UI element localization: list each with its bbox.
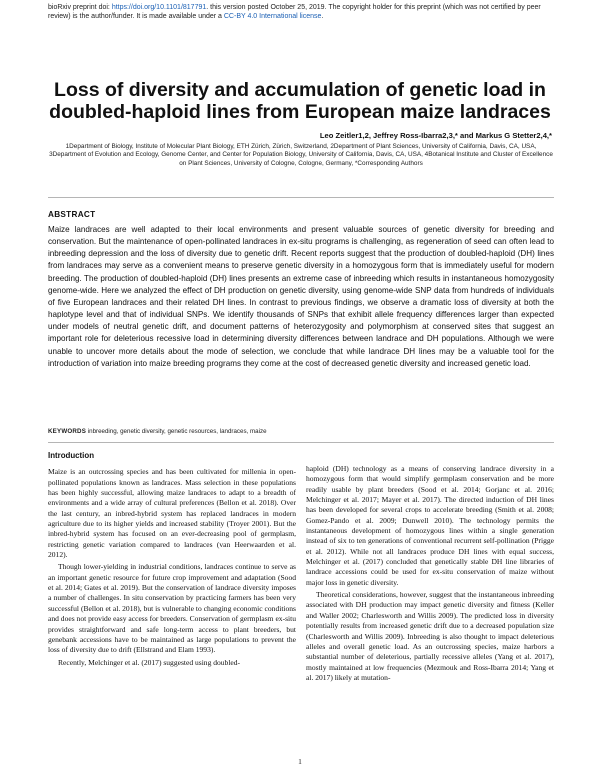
divider-mid: [48, 442, 554, 443]
left-column: [48, 451, 296, 668]
section-heading-introduction: Introduction: [48, 451, 95, 460]
paragraph: Maize is an outcrossing species and has been cultivated for millenia in open-pollinated populations known as landraces. Mass selection in these populations has been highly successful, allowing maize landraces to adapt to a breadth of environments and a wide array of cultural preferences (Bellon et al. 2018). Over the last century, an inbred-hybrid system has replaced landraces in modern agriculture due to its higher yields and increased stability (Troyer 2001). But the inbred-hybrid system has focused on an ever-decreasing pool of germplasm, restricting genetic variation compared to landraces (van Heerwaarden et al. 2012).: [48, 467, 296, 560]
divider-top: [48, 197, 554, 198]
abstract-text: Maize landraces are well adapted to their local environments and present valuable sources of genetic diversity for breeding and conservation. But the maintenance of open-pollinated landraces in ex-situ programs is challenging, as regeneration of seed can often lead to inbreeding depression and the loss of diversity due to genetic drift. Recent reports suggest that the production of doubled-haploid (DH) lines from landraces may serve as a convenient means to preserve genetic diversity in a homozygous form that is immediately useful for modern breeding. The production of doubled-haploid (DH) lines presents an extreme case of inbreeding which results in instantaneous homozygosity genome-wide. Here we analyzed the effect of DH production on genetic diversity, using genome-wide SNP data from hundreds of individuals of five European landraces and their related DH lines. In contrast to previous findings, we observe a dramatic loss of diversity at both the haplotype level and that of individual SNPs. We identify thousands of SNPs that exhibit allele frequency differences larger than expected under models of neutral genetic drift, and document patterns of heterozygosity and polymorphism at conserved sites that suggest an important role for deleterious recessive load in determining diversity differences between landrace and DH populations. Although we were unable to uncover more details about the mode of selection, we conclude that while landrace DH lines may be a valuable tool for the introduction of variation into maize breeding programs they come at the cost of decreased genetic diversity and increased genetic load.: [48, 225, 554, 368]
preprint-notice: [48, 3, 554, 21]
notice-body: . this version posted October 25, 2019. The copyright holder for this preprint (which was not certified by peer review) is the author/funder. It is made available under a: [48, 4, 541, 20]
notice-end: .: [321, 13, 324, 20]
notice-prefix: bioRxiv preprint doi:: [48, 4, 112, 11]
abstract-heading: ABSTRACT: [48, 210, 96, 219]
paragraph: haploid (DH) technology as a means of conserving landrace diversity in a homozygous form that would simplify germplasm conservation and be more readily usable by plant breeders (Sood et al. 2014; Gorjanc et al. 2016; Melchinger et al. 2017; Mayer et al. 2017). The directed induction of DH lines has been developed for several crops to accelerate breeding (Smith et al. 2008; Gomez-Pando et al. 2009; Dunwell 2010). The technology permits the instantaneous development of homozygous lines within a single generation instead of six to ten generations of conventional recurrent self-pollination (Prigge et al. 2012). While not all landraces produce DH lines with equal success, Melchinger et al. (2017) concluded that genetically stable DH line libraries of landrace accessions could be used for ex-situ conservation of maize without major loss in genetic diversity.: [306, 464, 554, 587]
keywords-text: inbreeding, genetic diversity, genetic resources, landraces, maize: [87, 428, 267, 435]
author-list: Leo Zeitler1,2, Jeffrey Ross-Ibarra2,3,* and Markus G Stetter2,4,*: [319, 131, 552, 140]
paragraph: Though lower-yielding in industrial conditions, landraces continue to serve as an important genetic resource for future crop improvement and adaptation (Sood et al. 2014; Gates et al. 2019). But the conservation of landrace diversity imposes a number of challenges. In situ conservation by practicing farmers has been very successful (Bellon et al. 2018), but is vulnerable to changing economic conditions and does not provide easy access for breeders. Conservation of germplasm ex-situ provides straightforward and safe long-term access to plant breeders, but genebank accessions have to be maintained as large populations to prevent the loss of diversity due to drift (Ellstrand and Elam 1993).: [48, 562, 296, 655]
keywords-line: [48, 428, 554, 435]
keywords-label: KEYWORDS: [48, 428, 87, 435]
paragraph: Recently, Melchinger et al. (2017) suggested using doubled-: [58, 657, 241, 667]
paragraph: Theoretical considerations, however, suggest that the instantaneous inbreeding associated with DH production may impact genetic diversity and fitness (Keller and Waller 2002; Charlesworth and Willis 2009). The predicted loss in diversity potentially results from increased genetic drift due to a decreased population size (Charlesworth and Willis 2009). Inbreeding is also thought to impact deleterious alleles and overall genetic load. As an outcrossing species, maize harbors a substantial number of deleterious, partially recessive alleles (Yang et al. 2017), mostly maintained at low frequencies (Mezmouk and Ross-Ibarra 2014; Yang et al. 2017) likely at mutation-: [306, 590, 554, 682]
right-column: [306, 464, 554, 683]
doi-link[interactable]: https://doi.org/10.1101/817791: [111, 4, 207, 11]
page-number: 1: [298, 757, 302, 766]
affiliations: 1Department of Biology, Institute of Molecular Plant Biology, ETH Zürich, Zürich, Switzerland, 2Department of Plant Sciences, University of California, Davis, CA, USA, 3Department of Evolution and Ecology, Genome Center, and Center for Population Biology, University of California, Davis, CA, USA, 4Botanical Institute and Cluster of Excellence on Plant Sciences, University of Cologne, Cologne, Germany, *Corresponding Authors: [49, 143, 553, 167]
license-link[interactable]: CC-BY 4.0 International license: [223, 13, 322, 20]
paper-title: Loss of diversity and accumulation of genetic load in doubled-haploid lines from European maize landraces: [49, 79, 551, 123]
